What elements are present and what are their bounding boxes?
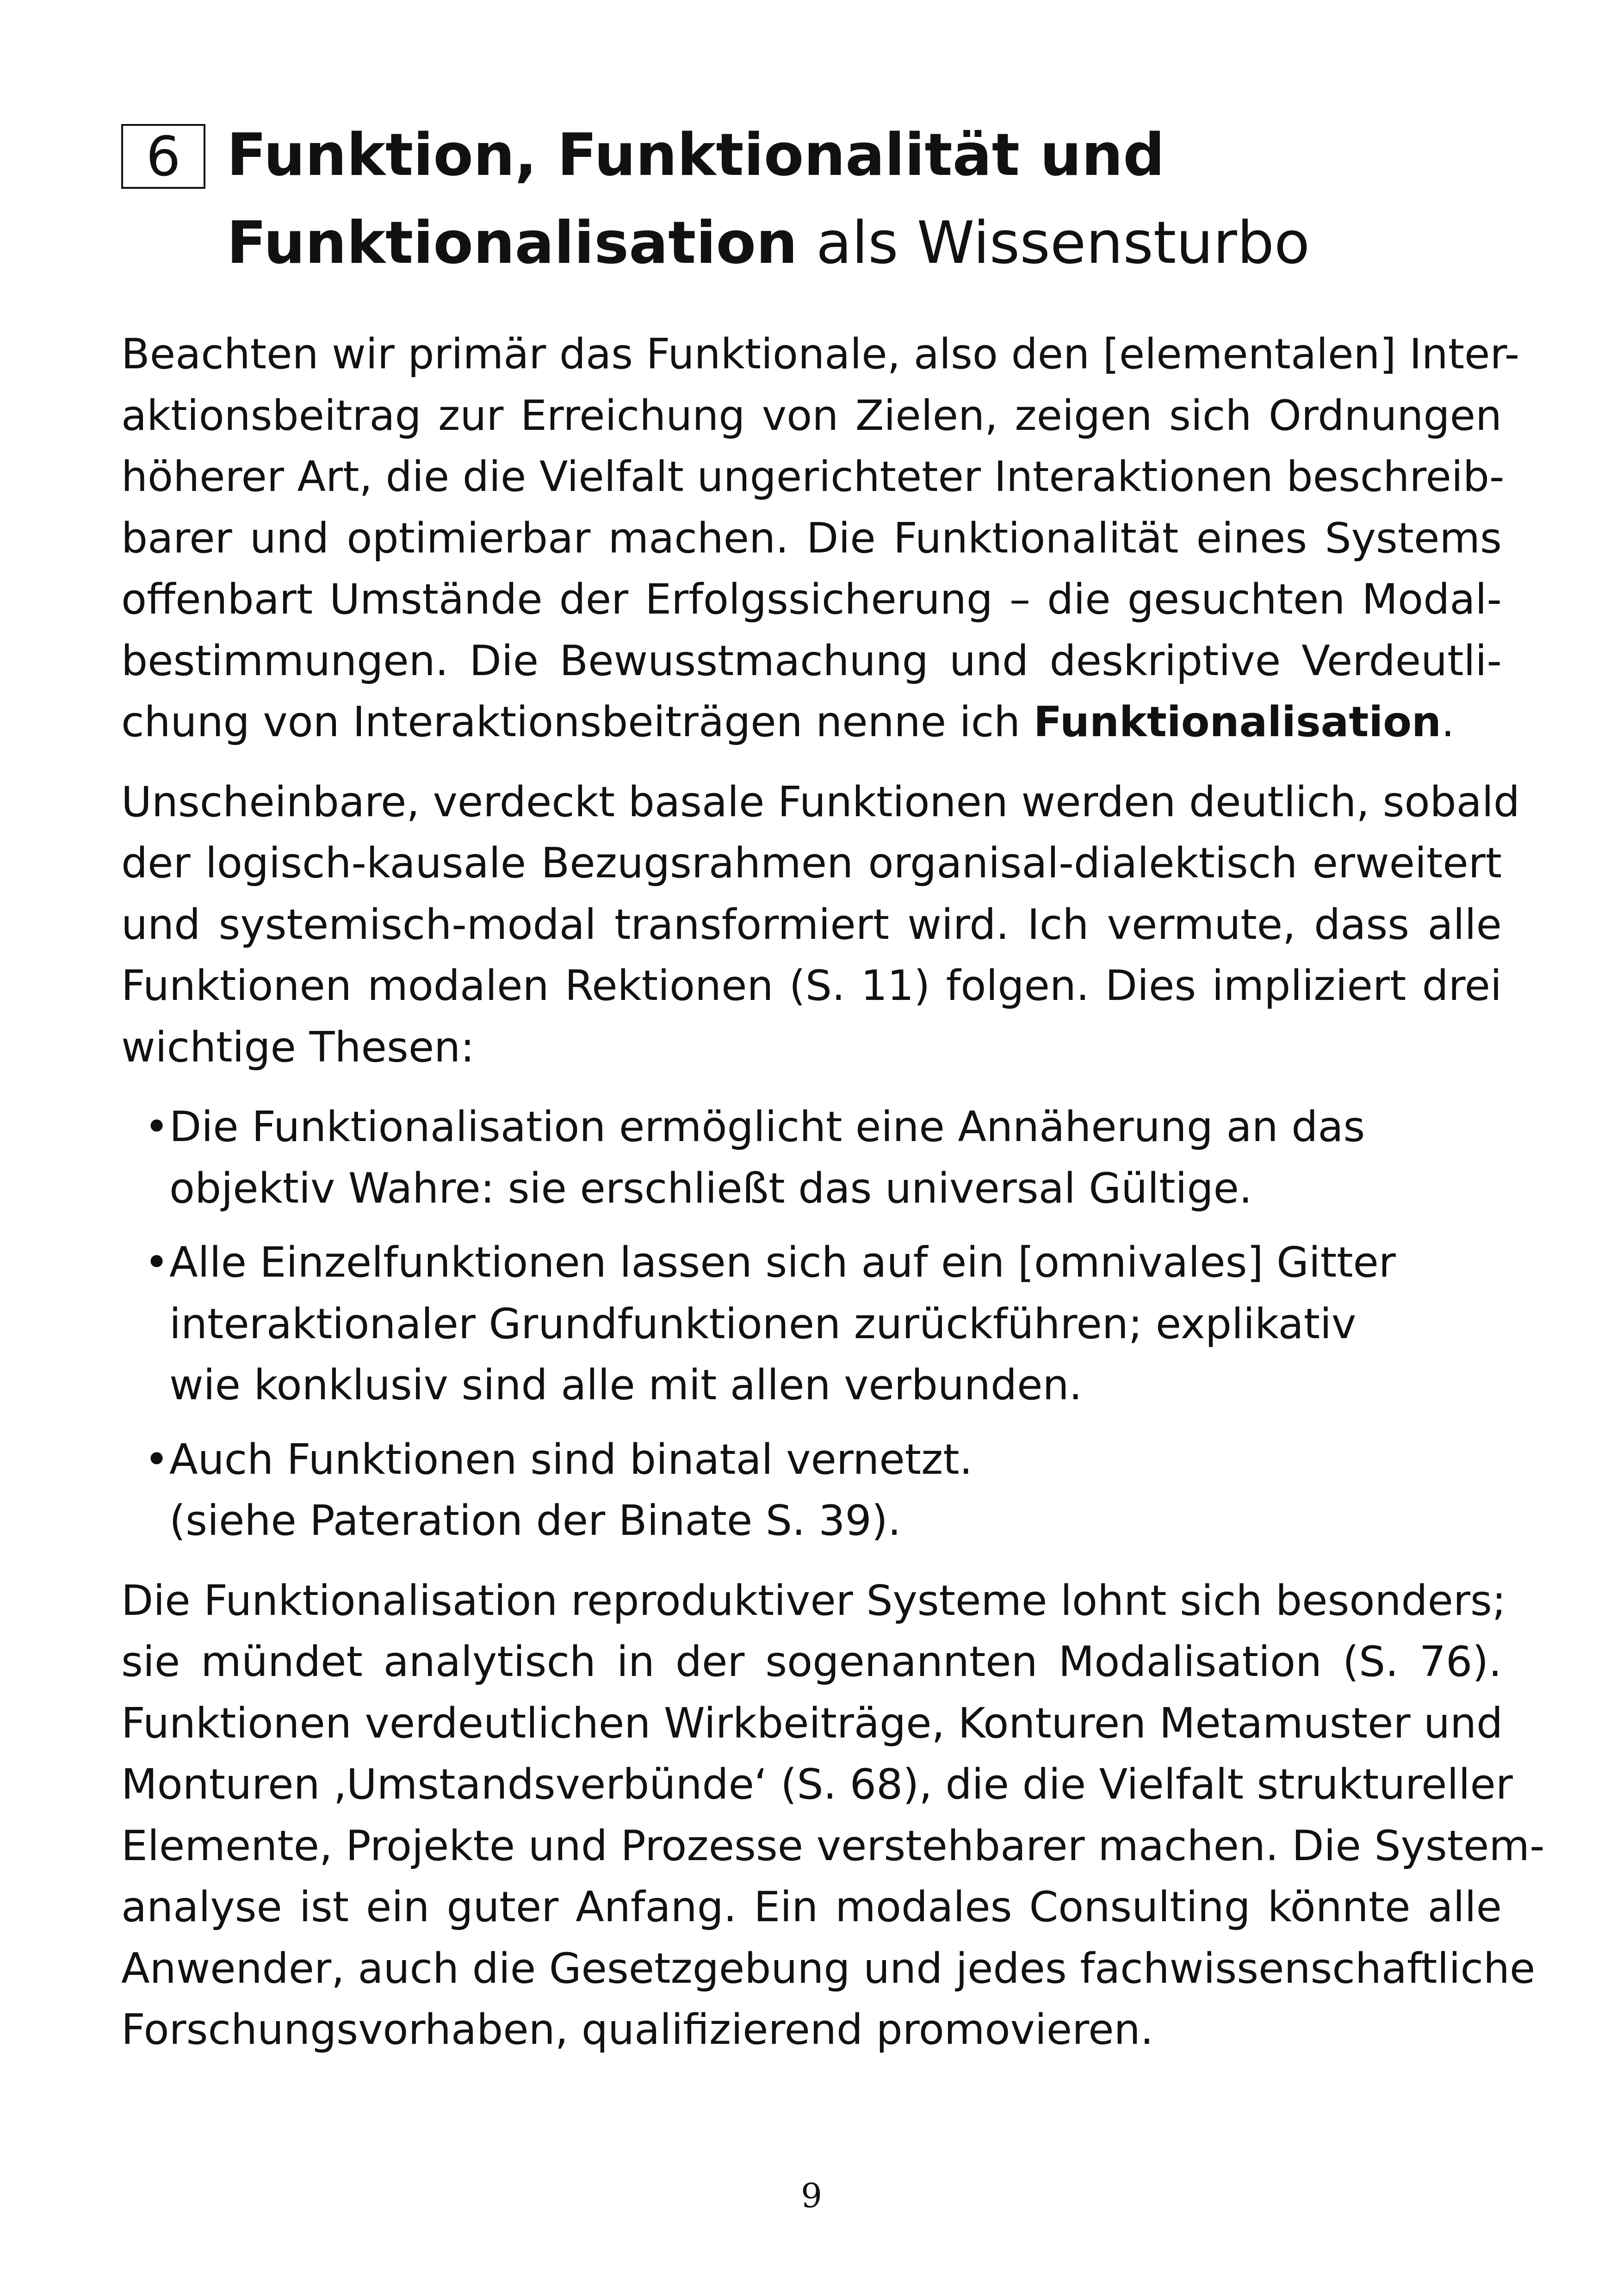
paragraph-3-line: Elemente, Projekte und Prozesse verstehbarer machen. Die System- [121,1821,1545,1870]
list-item-line: Die Funktionalisation ermöglicht eine Annäherung an das [169,1103,1365,1151]
list-item-line: Auch Funktionen sind binatal vernetzt. [169,1435,973,1484]
paragraph-2-line: Funktionen modalen Rektionen (S. 11) folgen. Dies impliziert drei [121,962,1502,1010]
paragraph-1-line: Beachten wir primär das Funktionale, also den [elementalen] Inter- [121,330,1520,379]
list-item-line: objektiv Wahre: sie erschließt das universal Gültige. [169,1164,1252,1213]
list-item-line: Alle Einzelfunktionen lassen sich auf ein [omnivales] Gitter [169,1238,1396,1287]
paragraph-1-line: aktionsbeitrag zur Erreichung von Zielen, zeigen sich Ordnungen [121,391,1502,440]
paragraph-1-line: offenbart Umstände der Erfolgssicherung – die gesuchten Modal- [121,575,1502,624]
paragraph-1-line: barer und optimierbar machen. Die Funktionalität eines Systems [121,514,1502,563]
list-item [121,1232,1502,1416]
list-item [121,1097,1502,1219]
paragraph-3-line: analyse ist ein guter Anfang. Ein modales Consulting könnte alle [121,1883,1502,1931]
paragraph-1-line: höherer Art, die die Vielfalt ungerichteter Interaktionen beschreib- [121,453,1505,501]
bullet-icon: • [144,1435,169,1484]
thesis-list [121,1097,1502,1552]
heading-line-1: Funktion, Funktionalität und [227,121,1165,189]
chapter-number: 6 [146,124,181,188]
paragraph-3-line: Forschungsvorhaben, qualifizierend promovieren. [121,2005,1154,2054]
paragraph-2-line: wichtige Thesen: [121,1023,475,1072]
paragraph-3-line: Funktionen verdeutlichen Wirkbeiträge, Konturen Metamuster und [121,1699,1503,1748]
paragraph-1-bold-term: Funktionalisation [1033,698,1442,746]
list-item [121,1429,1502,1552]
paragraph-3-line: Die Funktionalisation reproduktiver Systeme lohnt sich besonders; [121,1576,1506,1625]
paragraph-3-line: Anwender, auch die Gesetzgebung und jedes fachwissenschaftliche [121,1944,1536,1993]
heading-line-2-rest: als Wissensturbo [797,209,1310,277]
paragraph-1-last-line [121,692,1502,753]
list-item-line: (siehe Pateration der Binate S. 39). [169,1496,901,1545]
paragraph-2 [121,772,1520,1079]
body-text [121,324,1545,2079]
heading-line-2 [227,204,1310,282]
paragraph-1 [121,324,1520,753]
paragraph-3-line: Monturen ‚Umstandsverbünde‘ (S. 68), die die Vielfalt struktureller [121,1760,1513,1809]
paragraph-2-line: und systemisch-modal transformiert wird. Ich vermute, dass alle [121,900,1502,949]
bullet-icon: • [144,1103,169,1151]
paragraph-2-line: der logisch-kausale Bezugsrahmen organisal-dialektisch erweitert [121,839,1502,887]
paragraph-3-line: sie mündet analytisch in der sogenannten Modalisation (S. 76). [121,1638,1502,1686]
page-number: 9 [801,2176,822,2215]
paragraph-1-last-line-end: . [1441,698,1455,746]
bullet-icon: • [144,1238,169,1287]
paragraph-1-last-line-start: chung von Interaktionsbeiträgen nenne ich [121,698,1034,746]
paragraph-3 [121,1570,1545,2061]
paragraph-1-line: bestimmungen. Die Bewusstmachung und deskriptive Verdeutli- [121,636,1502,685]
heading-line-2-bold: Funktionalisation [227,209,798,277]
list-item-line: wie konklusiv sind alle mit allen verbunden. [169,1361,1083,1409]
list-item-line: interaktionaler Grundfunktionen zurückführen; explikativ [169,1299,1357,1348]
chapter-number-box [121,124,205,189]
paragraph-2-line: Unscheinbare, verdeckt basale Funktionen werden deutlich, sobald [121,777,1520,826]
